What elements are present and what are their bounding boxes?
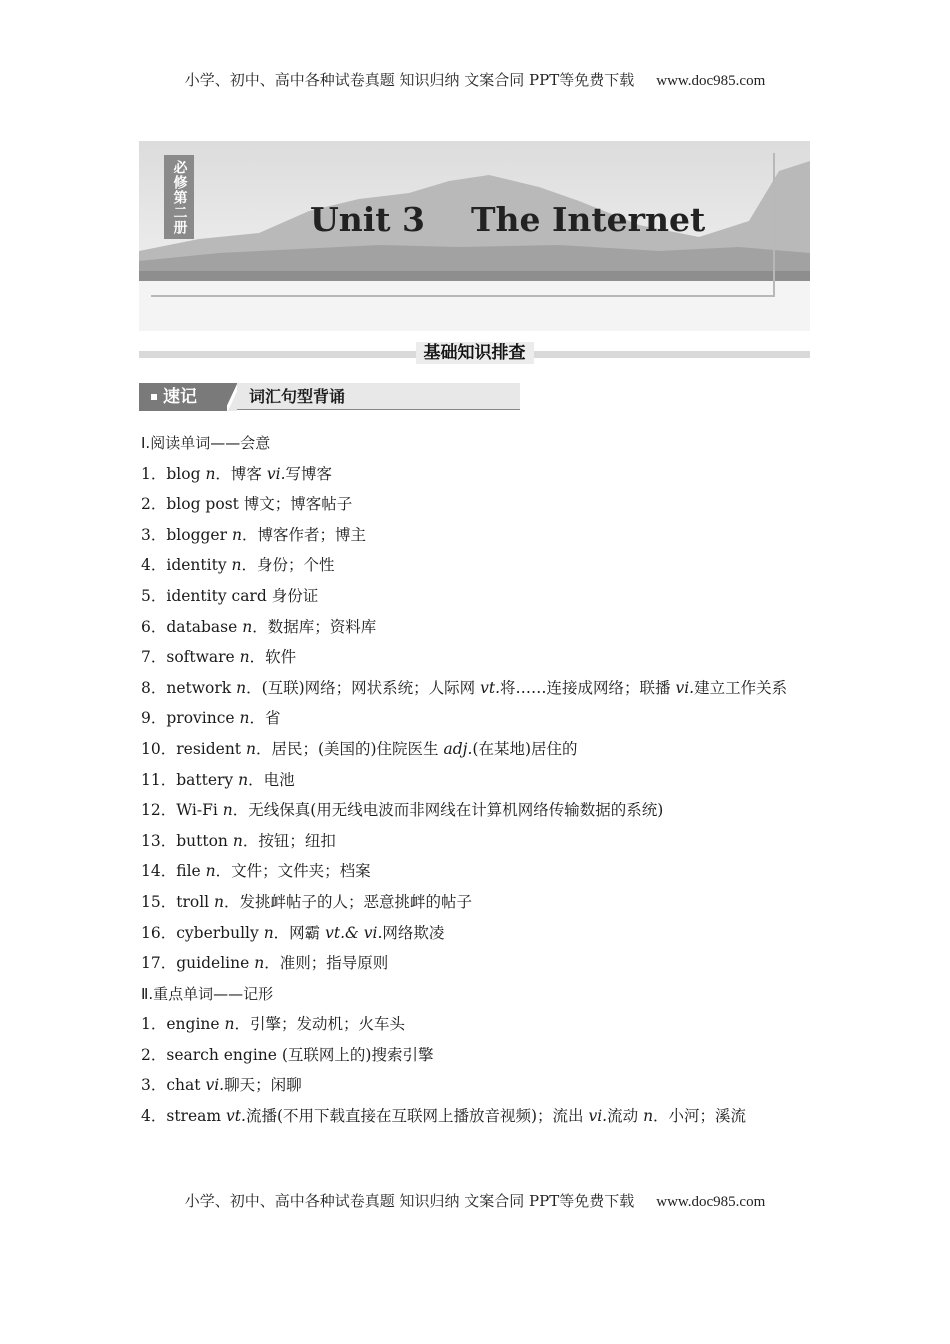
section-heading: Ⅰ.阅读单词——会意 xyxy=(141,434,271,452)
vocab-item xyxy=(141,703,811,734)
section-bar-label: 基础知识排查 xyxy=(416,342,534,364)
page-footer xyxy=(0,1190,950,1211)
item-word: engine xyxy=(166,1015,225,1034)
item-meaning: ．身份；个性 xyxy=(241,556,335,575)
section-bar xyxy=(139,342,810,366)
item-word: cyberbully xyxy=(176,923,264,942)
vocab-item xyxy=(141,581,811,612)
part-of-speech: n xyxy=(232,831,243,850)
unit-title: Unit 3 The Internet xyxy=(310,200,706,239)
header-text: 小学、初中、高中各种试卷真题 知识归纳 文案合同 PPT等免费下载 xyxy=(184,71,635,89)
part-of-speech: n xyxy=(643,1107,654,1126)
item-meaning: 网络欺凌 xyxy=(382,923,445,942)
part-of-speech: n xyxy=(231,556,242,575)
item-meaning: ．文件；文件夹；档案 xyxy=(215,862,371,881)
part-of-speech: adj. xyxy=(443,739,473,758)
item-word: blogger xyxy=(166,525,232,544)
vocab-item xyxy=(141,856,811,887)
part-of-speech: n xyxy=(263,923,274,942)
part-of-speech: n xyxy=(231,525,242,544)
vocab-item xyxy=(141,612,811,643)
part-of-speech: vi. xyxy=(205,1076,225,1095)
part-of-speech: n xyxy=(245,739,256,758)
vocab-item xyxy=(141,1101,811,1132)
item-number: 2． xyxy=(141,1045,167,1064)
item-number: 12． xyxy=(141,801,177,820)
item-meaning: ．发挑衅帖子的人；恶意挑衅的帖子 xyxy=(224,892,473,911)
part-of-speech: n xyxy=(205,464,216,483)
vocab-item xyxy=(141,642,811,673)
item-number: 9． xyxy=(141,709,167,728)
tab-left xyxy=(139,383,234,411)
item-meaning: ．博客 xyxy=(215,464,267,483)
item-number: 17． xyxy=(141,954,177,973)
item-number: 14． xyxy=(141,862,177,881)
item-meaning: ．软件 xyxy=(249,648,297,667)
vocab-item xyxy=(141,795,811,826)
item-number: 1． xyxy=(141,1015,167,1034)
item-number: 3． xyxy=(141,525,167,544)
part-of-speech: n xyxy=(239,709,250,728)
item-word: button xyxy=(176,831,233,850)
vocab-item xyxy=(141,765,811,796)
vocab-item xyxy=(141,1009,811,1040)
item-number: 4． xyxy=(141,1107,167,1126)
vocab-item xyxy=(141,520,811,551)
item-meaning: ．小河；溪流 xyxy=(653,1107,747,1126)
item-meaning: (在某地)居住的 xyxy=(472,739,578,758)
part-of-speech: n xyxy=(242,617,253,636)
item-number: 3． xyxy=(141,1076,167,1095)
item-meaning: 建立工作关系 xyxy=(694,678,788,697)
item-number: 13． xyxy=(141,831,177,850)
item-number: 8． xyxy=(141,678,167,697)
item-word: Wi-Fi xyxy=(176,801,223,820)
item-word: chat xyxy=(166,1076,206,1095)
item-number: 2． xyxy=(141,495,167,514)
item-meaning: ．无线保真(用无线电波而非网线在计算机网络传输数据的系统) xyxy=(232,801,664,820)
section-heading: Ⅱ.重点单词——记形 xyxy=(141,984,274,1003)
part-of-speech: n xyxy=(236,678,247,697)
vocab-item xyxy=(141,918,811,949)
item-word: file xyxy=(176,862,206,881)
vocab-item xyxy=(141,826,811,857)
part-of-speech: n xyxy=(238,770,249,789)
vocab-item xyxy=(141,489,811,520)
item-meaning: 写博客 xyxy=(285,464,333,483)
part-of-speech: n xyxy=(239,648,250,667)
item-meaning: ．按钮；纽扣 xyxy=(242,831,336,850)
tab-left-label: 速记 xyxy=(163,387,197,407)
vocab-item xyxy=(141,459,811,490)
square-icon xyxy=(151,394,157,400)
memorize-tab xyxy=(139,383,520,411)
item-number: 5． xyxy=(141,586,167,605)
item-word: guideline xyxy=(176,954,255,973)
item-number: 4． xyxy=(141,556,167,575)
vocab-item xyxy=(141,673,811,704)
item-number: 10． xyxy=(141,739,177,758)
item-word: battery xyxy=(176,770,239,789)
part-of-speech: vi. xyxy=(675,678,695,697)
item-meaning: ．博客作者；博主 xyxy=(241,525,366,544)
item-meaning: ．网霸 xyxy=(273,923,326,942)
item-meaning: ．(互联)网络；网状系统；人际网 xyxy=(246,678,481,697)
part-of-speech: n xyxy=(224,1015,235,1034)
item-word: resident xyxy=(176,739,246,758)
item-number: 6． xyxy=(141,617,167,636)
item-meaning: 流播(不用下载直接在互联网上播放音视频)；流出 xyxy=(245,1107,589,1126)
vocab-item xyxy=(141,1070,811,1101)
footer-text: 小学、初中、高中各种试卷真题 知识归纳 文案合同 PPT等免费下载 xyxy=(184,1192,635,1210)
part-of-speech: n xyxy=(254,954,265,973)
item-word: stream xyxy=(166,1107,227,1126)
vocab-item xyxy=(141,948,811,979)
part-of-speech: vt.& vi. xyxy=(325,923,383,942)
vocabulary-content xyxy=(141,428,811,1132)
item-word: identity xyxy=(166,556,232,575)
item-meaning: ．省 xyxy=(249,709,281,728)
item-word: search engine (互联网上的)搜索引擎 xyxy=(166,1045,434,1064)
footer-url[interactable]: www.doc985.com xyxy=(656,1194,766,1210)
item-word: software xyxy=(166,648,240,667)
item-word: province xyxy=(166,709,240,728)
part-of-speech: vt. xyxy=(226,1107,246,1126)
item-number: 11． xyxy=(141,770,177,789)
item-meaning: ．居民；(美国的)住院医生 xyxy=(255,739,444,758)
item-word: troll xyxy=(176,892,215,911)
item-word: blog xyxy=(166,464,206,483)
volume-tag: 必修第二册 xyxy=(164,155,194,239)
item-meaning: 聊天；闲聊 xyxy=(224,1076,302,1095)
part-of-speech: vi. xyxy=(588,1107,608,1126)
item-word: blog post 博文；博客帖子 xyxy=(166,495,353,514)
item-word: network xyxy=(166,678,237,697)
item-number: 16． xyxy=(141,923,177,942)
page-header xyxy=(0,69,950,90)
item-meaning: 将……连接成网络；联播 xyxy=(500,678,676,697)
item-word: identity card 身份证 xyxy=(166,586,319,605)
item-meaning: ．引擎；发动机；火车头 xyxy=(234,1015,405,1034)
header-url[interactable]: www.doc985.com xyxy=(656,73,766,89)
item-meaning: ．数据库；资料库 xyxy=(252,617,377,636)
vocab-item xyxy=(141,550,811,581)
vocab-item xyxy=(141,887,811,918)
part-of-speech: n xyxy=(222,801,233,820)
item-meaning: ．准则；指导原则 xyxy=(264,954,389,973)
item-number: 7． xyxy=(141,648,167,667)
part-of-speech: n xyxy=(214,892,225,911)
part-of-speech: vi. xyxy=(266,464,286,483)
tab-right-label: 词汇句型背诵 xyxy=(231,383,520,410)
vocab-item xyxy=(141,734,811,765)
part-of-speech: n xyxy=(205,862,216,881)
item-number: 15． xyxy=(141,892,177,911)
vocab-item xyxy=(141,1040,811,1071)
item-meaning: ．电池 xyxy=(248,770,295,789)
part-of-speech: vt. xyxy=(480,678,501,697)
item-number: 1． xyxy=(141,464,167,483)
item-meaning: 流动 xyxy=(607,1107,644,1126)
item-word: database xyxy=(166,617,243,636)
